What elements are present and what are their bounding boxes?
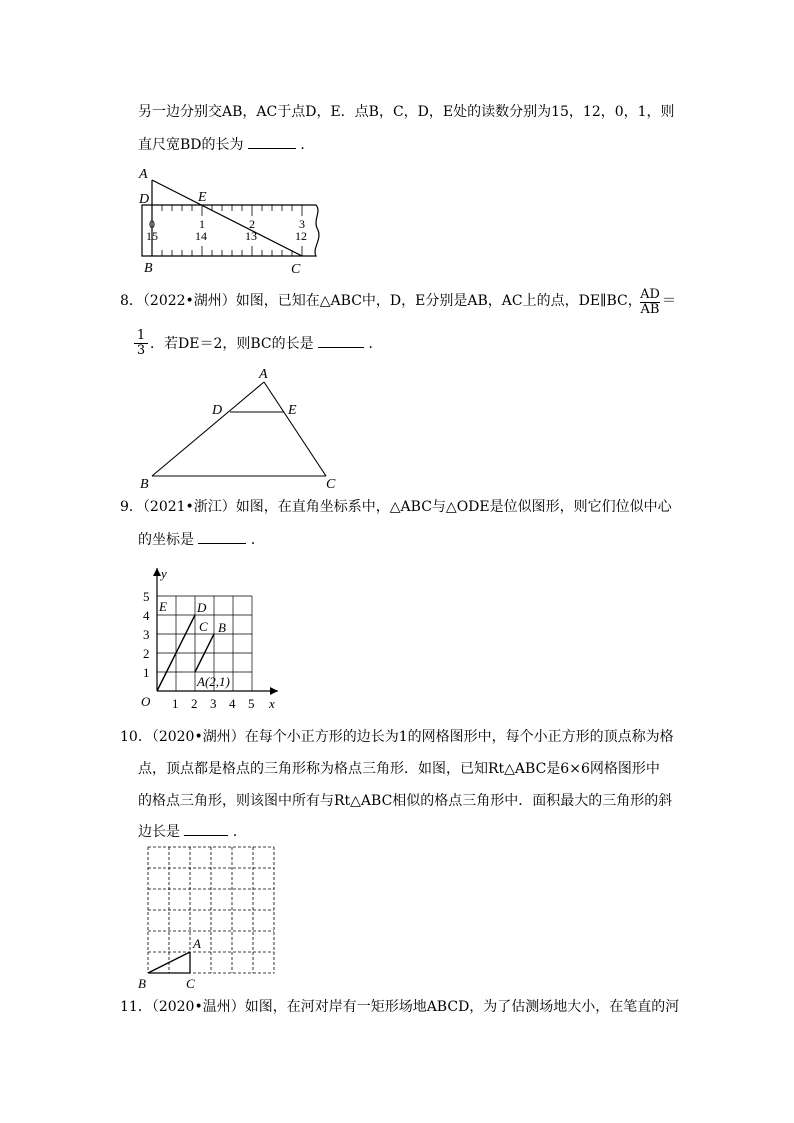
ruler-bottom-15: 15 xyxy=(146,229,158,243)
q9-x-tick-5: 5 xyxy=(248,696,255,711)
q9-axis-x: x xyxy=(269,696,275,711)
q10-line3: 的格点三角形，则该图中所有与Rt△ABC相似的格点三角形中．面积最大的三角形的斜 xyxy=(138,793,673,809)
q9-axis-y: y xyxy=(161,566,167,581)
q8-equals: ＝ xyxy=(662,293,676,309)
frac-den: 3 xyxy=(136,343,146,358)
q8-label-C: C xyxy=(326,477,336,492)
q9-y-tick-1: 1 xyxy=(143,665,150,680)
frac-den: AB xyxy=(640,302,660,317)
q9-y-tick-4: 4 xyxy=(143,608,150,623)
q8-line1-text: 8．（2022•湖州）如图，已知在△ABC中，D，E分别是AB，AC上的点，DE∥BC， xyxy=(120,293,642,309)
q9-label-C: C xyxy=(199,619,208,634)
q9-line2-text: 的坐标是 xyxy=(138,532,194,548)
q10-line2: 点，顶点都是格点的三角形称为格点三角形．如图，已知Rt△ABC是6×6网格图形中 xyxy=(138,761,660,777)
q8-label-B: B xyxy=(140,477,149,492)
q9-origin-O: O xyxy=(141,694,151,709)
frac-num: AD xyxy=(640,287,660,302)
q9-line1: 9．（2021•浙江）如图，在直角坐标系中，△ABC与△ODE是位似图形，则它们位似中心 xyxy=(120,499,672,515)
q9-x-tick-1: 1 xyxy=(172,696,179,711)
ruler-top-0: 0 xyxy=(149,217,155,231)
q7-label-A: A xyxy=(139,167,148,182)
q9-y-tick-2: 2 xyxy=(143,646,150,661)
q9-line2-end: ． xyxy=(250,532,265,548)
q8-label-E: E xyxy=(288,403,297,418)
q7-label-C: C xyxy=(291,262,301,277)
q10-line4-text: 边长是 xyxy=(138,824,180,840)
q9-x-tick-4: 4 xyxy=(229,696,236,711)
q10-label-B: B xyxy=(138,976,146,991)
ruler-top-3: 3 xyxy=(299,217,305,231)
q7-label-B: B xyxy=(144,261,153,276)
q7-line2-end: ． xyxy=(300,137,315,153)
ruler-top-2: 2 xyxy=(249,217,255,231)
q8-line2-end: ． xyxy=(368,336,383,352)
q10-line4-end: ． xyxy=(232,824,247,840)
q8-line2-text: ．若DE＝2，则BC的长是 xyxy=(150,336,314,352)
q9-label-D: D xyxy=(197,600,207,615)
q9-label-B: B xyxy=(218,620,226,635)
q10-line1: 10．（2020•湖州）在每个小正方形的边长为1的网格图形中，每个小正方形的顶点称为格 xyxy=(120,729,674,745)
q10-label-A: A xyxy=(193,936,201,951)
q9-label-E: E xyxy=(159,599,167,614)
q9-x-tick-3: 3 xyxy=(210,696,217,711)
ruler-top-1: 1 xyxy=(199,217,205,231)
q9-x-tick-2: 2 xyxy=(191,696,198,711)
q10-label-C: C xyxy=(186,976,195,991)
q8-label-A: A xyxy=(259,367,268,382)
q9-y-tick-5: 5 xyxy=(143,589,150,604)
q7-label-E: E xyxy=(198,190,207,205)
q11-line1: 11．（2020•温州）如图，在河对岸有一矩形场地ABCD，为了估测场地大小，在笔直的河 xyxy=(120,999,680,1015)
q9-y-tick-3: 3 xyxy=(143,627,150,642)
q7-label-D: D xyxy=(139,192,150,207)
q8-label-D: D xyxy=(212,403,223,418)
q7-line2-text: 直尺宽BD的长为 xyxy=(138,137,244,153)
q7-line1: 另一边分别交AB，AC于点D，E．点B，C，D，E处的读数分别为15，12，0，1，则 xyxy=(138,104,675,120)
ruler-bottom-13: 13 xyxy=(245,229,257,243)
frac-num: 1 xyxy=(134,329,148,344)
ruler-bottom-12: 12 xyxy=(295,229,307,243)
q9-label-A: A(2,1) xyxy=(197,674,230,689)
ruler-bottom-14: 14 xyxy=(195,229,207,243)
